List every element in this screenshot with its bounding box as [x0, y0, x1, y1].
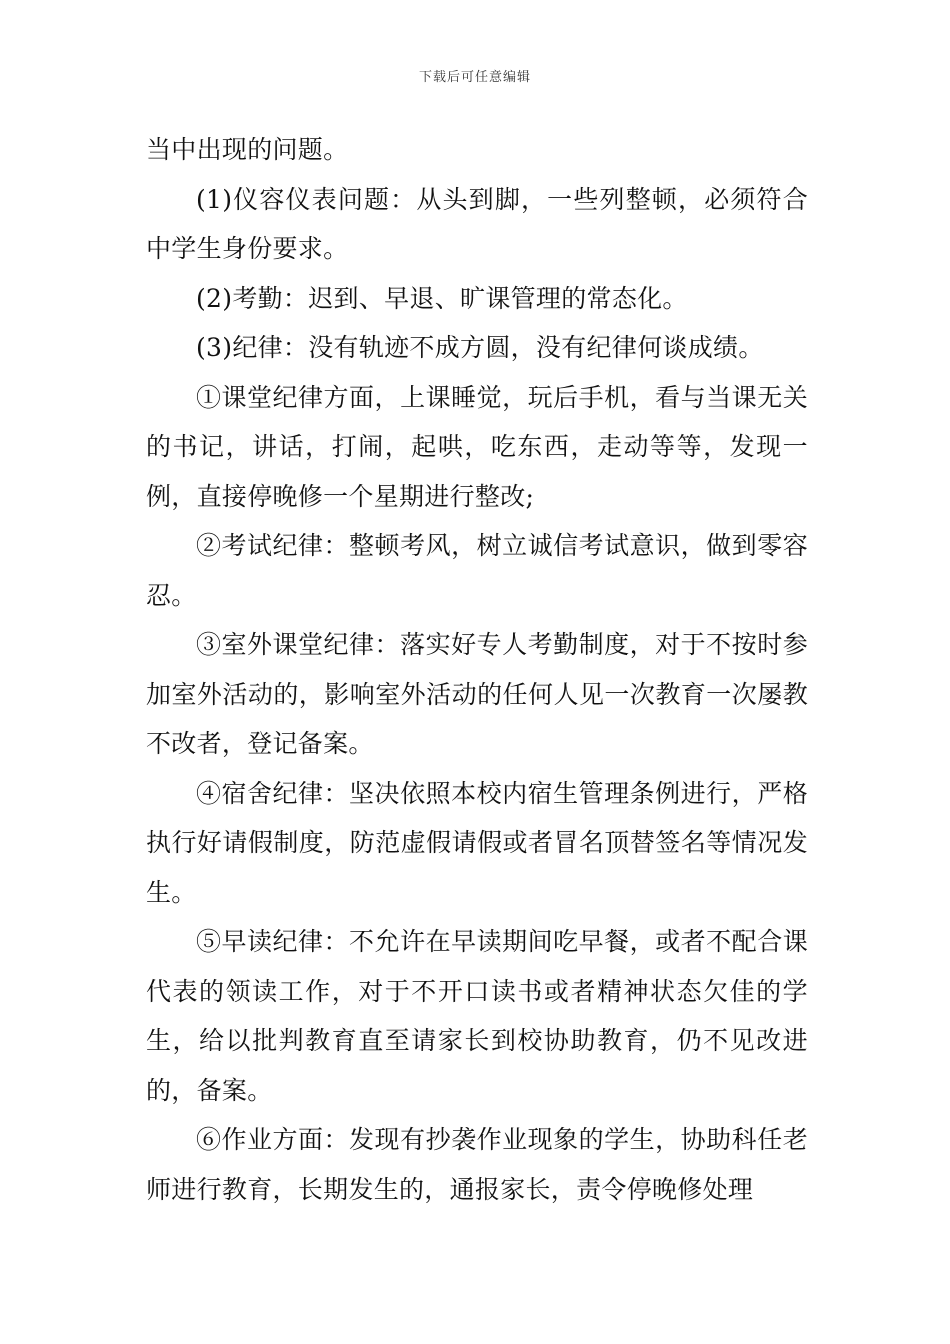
- paragraph-classroom-discipline: ①课堂纪律方面，上课睡觉，玩后手机，看与当课无关的书记，讲话，打闹，起哄，吃东西，走动等等，发现一例，直接停晚修一个星期进行整改;: [146, 382, 808, 511]
- paragraph-dormitory-discipline: ④宿舍纪律：坚决依照本校内宿生管理条例进行，严格执行好请假制度，防范虚假请假或者冒名顶替签名等情况发生。: [146, 778, 808, 907]
- header-note: 下载后可任意编辑: [418, 70, 531, 85]
- paragraph-attendance: (2)考勤：迟到、早退、旷课管理的常态化。: [196, 283, 688, 313]
- document-body: [146, 125, 808, 1214]
- paragraph-morning-reading-discipline: ⑤早读纪律：不允许在早读期间吃早餐，或者不配合课代表的领读工作，对于不开口读书或者精神状态欠佳的学生，给以批判教育直至请家长到校协助教育，仍不见改进的，备案。: [146, 927, 808, 1105]
- paragraph-discipline: (3)纪律：没有轨迹不成方圆，没有纪律何谈成绩。: [196, 333, 764, 362]
- paragraph-continuation: 当中出现的问题。: [146, 135, 349, 164]
- paragraph-outdoor-discipline: ③室外课堂纪律：落实好专人考勤制度，对于不按时参加室外活动的，影响室外活动的任何人见一次教育一次屡教不改者，登记备案。: [146, 630, 808, 758]
- paragraph-homework: ⑥作业方面：发现有抄袭作业现象的学生，协助科任老师进行教育，长期发生的，通报家长，责令停晚修处理: [146, 1125, 808, 1204]
- paragraph-exam-discipline: ②考试纪律：整顿考风，树立诚信考试意识，做到零容忍。: [146, 531, 808, 610]
- paragraph-appearance: (1)仪容仪表问题：从头到脚，一些列整顿，必须符合中学生身份要求。: [146, 184, 808, 263]
